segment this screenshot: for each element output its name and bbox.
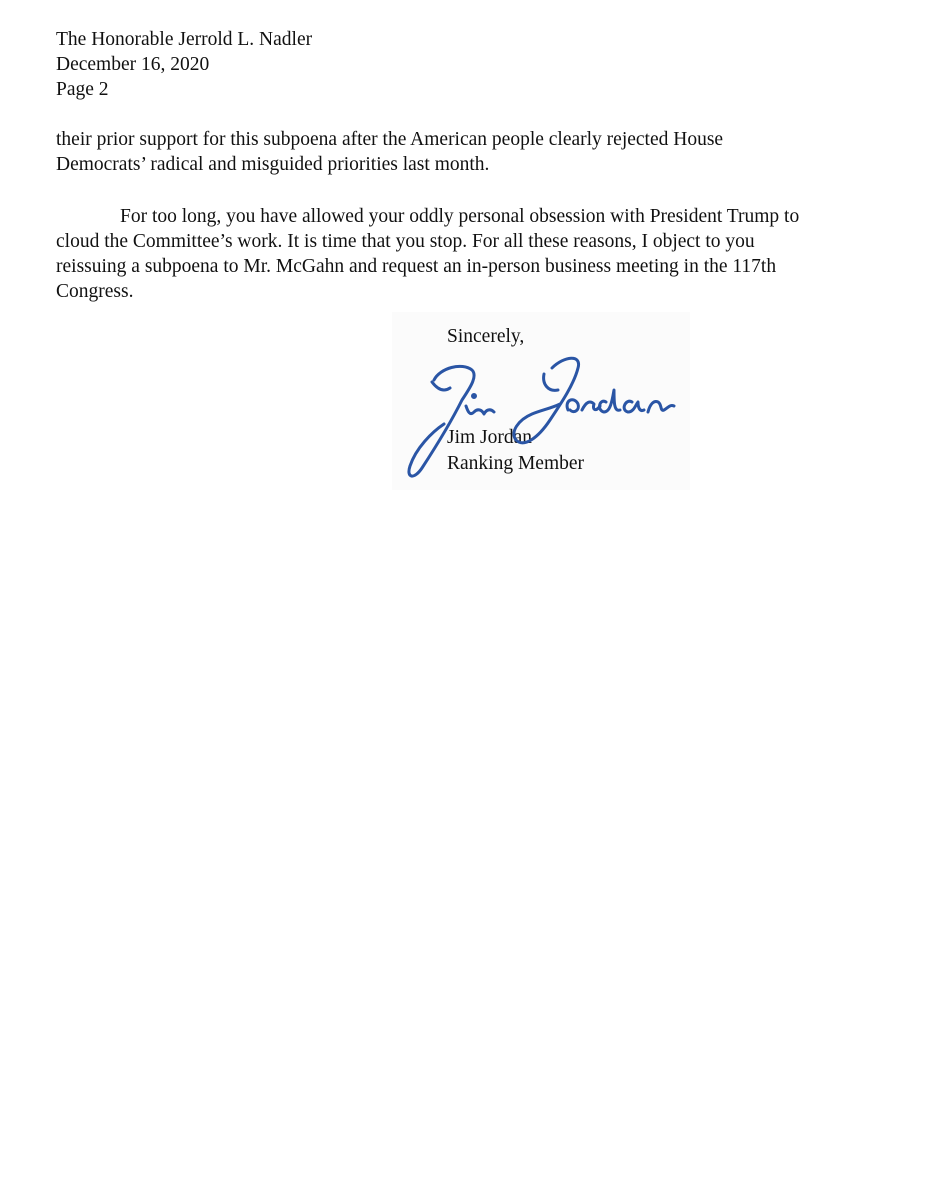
paragraph-2 [56, 204, 896, 304]
paragraph-line: reissuing a subpoena to Mr. McGahn and request an in-person business meeting in the 117th [56, 256, 777, 277]
recipient-line: The Honorable Jerrold L. Nadler [56, 29, 313, 50]
signer-title: Ranking Member [447, 453, 585, 474]
page-number: Page 2 [56, 79, 109, 100]
paragraph-line: their prior support for this subpoena after the American people clearly rejected House [56, 129, 724, 150]
paragraph-line: Democrats’ radical and misguided priorities last month. [56, 154, 490, 175]
closing-salutation: Sincerely, [447, 326, 525, 347]
paragraph-1 [56, 127, 896, 177]
date-line: December 16, 2020 [56, 54, 210, 75]
signer-name: Jim Jordan [447, 427, 533, 448]
paragraph-line: For too long, you have allowed your oddly personal obsession with President Trump to [120, 206, 800, 227]
letter-header [56, 27, 312, 102]
paragraph-line: cloud the Committee’s work. It is time that you stop. For all these reasons, I object to you [56, 231, 755, 252]
paragraph-line: Congress. [56, 281, 134, 302]
